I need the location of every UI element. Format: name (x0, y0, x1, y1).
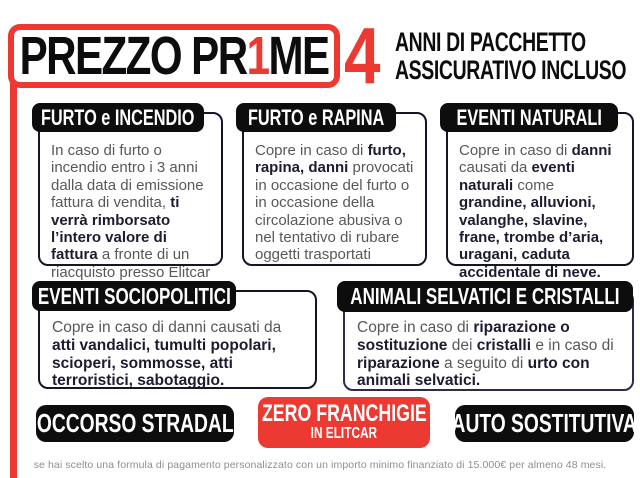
card-title: FURTO e RAPINA (247, 104, 385, 130)
card-title: FURTO e INCENDIO (41, 104, 195, 130)
brand-logo-prefix: PREZZO PR (19, 26, 247, 86)
card-body: Copre in caso di riparazione o sostituzione dei cristalli e in caso di riparazione a seguito di urto con animali selvatici. (343, 290, 634, 391)
card-title: EVENTI NATURALI (456, 104, 602, 130)
benefit-card-eventi-sociopolitici (32, 281, 317, 389)
badge-auto-sostitutiva (451, 405, 638, 442)
card-body: Copre in caso di danni causati da atti vandalici, tumulti popolari, scioperi, sommosse, atti terroristici, sabotaggio. (38, 290, 317, 389)
card-body: Copre in caso di danni causati da eventi naturali come grandine, alluvioni, valanghe, slavine, frane, trombe d’aria, uragani, caduta accidentale di neve. (446, 112, 634, 266)
card-title-pill (337, 281, 633, 312)
card-body: Copre in caso di furto, rapina, danni provocati in occasione del furto o in occasione della circolazione abusiva o nel tentativo di rubare oggetti trasportati (242, 112, 427, 266)
badge-zero-franchigie (258, 397, 430, 448)
card-title: ANIMALI SELVATICI E CRISTALLI (350, 283, 620, 309)
headline-number: 4 (344, 11, 381, 101)
card-title-pill (440, 103, 618, 132)
badge-soccorso-stradale (23, 405, 247, 442)
card-title-pill (32, 103, 204, 132)
card-title-pill (236, 103, 396, 132)
benefit-card-animali-selvatici-cristalli (337, 281, 634, 391)
brand-logo-highlight: 1 (246, 26, 269, 86)
benefit-card-furto-incendio (32, 103, 223, 281)
badge-label-line1: ZERO FRANCHIGIE (261, 400, 427, 428)
headline-line1: ANNI DI PACCHETTO (394, 26, 586, 57)
card-title: EVENTI SOCIOPOLITICI (37, 282, 231, 309)
badge-label-line2: IN ELITCAR (310, 425, 378, 443)
brand-logo-suffix: ME (268, 26, 329, 86)
card-title-pill (32, 281, 236, 311)
brand-logo-box (8, 24, 340, 88)
brand-logo (19, 26, 329, 86)
card-body: In caso di furto o incendio entro i 3 anni dalla data di emissione fattura di vendita, ti verrà rimborsato l’intero valore di fattura a fronte di un riacquisto presso Elitcar (38, 112, 223, 266)
badge-label: AUTO SOSTITUTIVA (451, 408, 638, 438)
headline-line2: ASSICURATIVO INCLUSO (394, 55, 626, 85)
benefit-card-eventi-naturali (440, 103, 634, 281)
headline (344, 11, 640, 101)
red-accent-bar (10, 60, 17, 478)
disclaimer-text: se hai scelto una formula di pagamento personalizzato con un importo minimo finanziato di 15.000€ per almeno 48 mesi. (33, 459, 607, 471)
benefit-card-furto-rapina (236, 103, 427, 266)
badge-label: SOCCORSO STRADALE (23, 408, 247, 438)
headline-text (395, 28, 640, 84)
